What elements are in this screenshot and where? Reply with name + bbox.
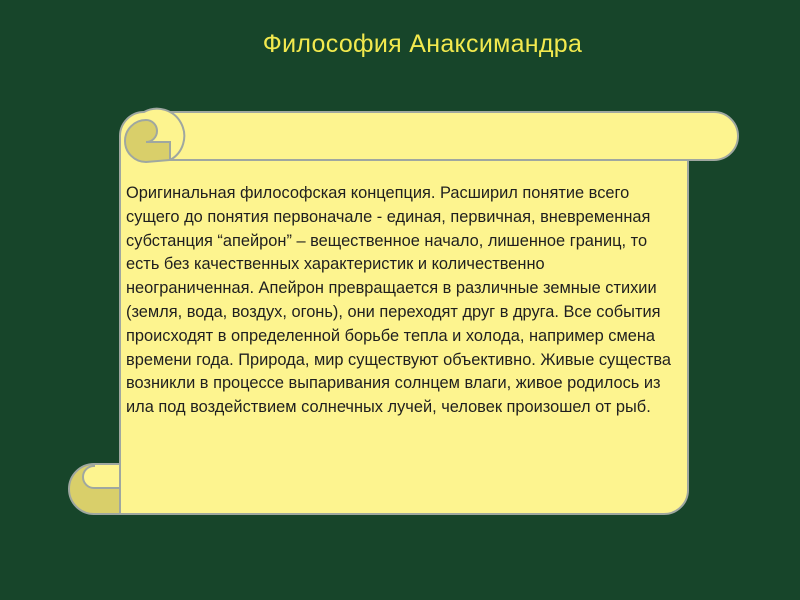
slide-title: Философия Анаксимандра	[262, 30, 583, 58]
scroll-top-roll	[144, 112, 738, 160]
scroll-body-text: Оригинальная философская концепция. Расширил понятие всего сущего до понятия первоначале - единая, первичная, вневременная субстанция “апейрон” – вещественное начало, лишенное границ, то есть без качественных характеристик и количественно неограниченная. Апейрон превращается в различные земные стихии (земля, вода, воздух, огонь), они переходят друг в друга. Все события происходят в определенной борьбе тепла и холода, например смена времени года. Природа, мир существуют объективно. Живые существа возникли в процессе выпаривания солнцем влаги, живое родилось из ила под воздействием солнечных лучей, человек произошел от рыб.	[126, 184, 672, 417]
